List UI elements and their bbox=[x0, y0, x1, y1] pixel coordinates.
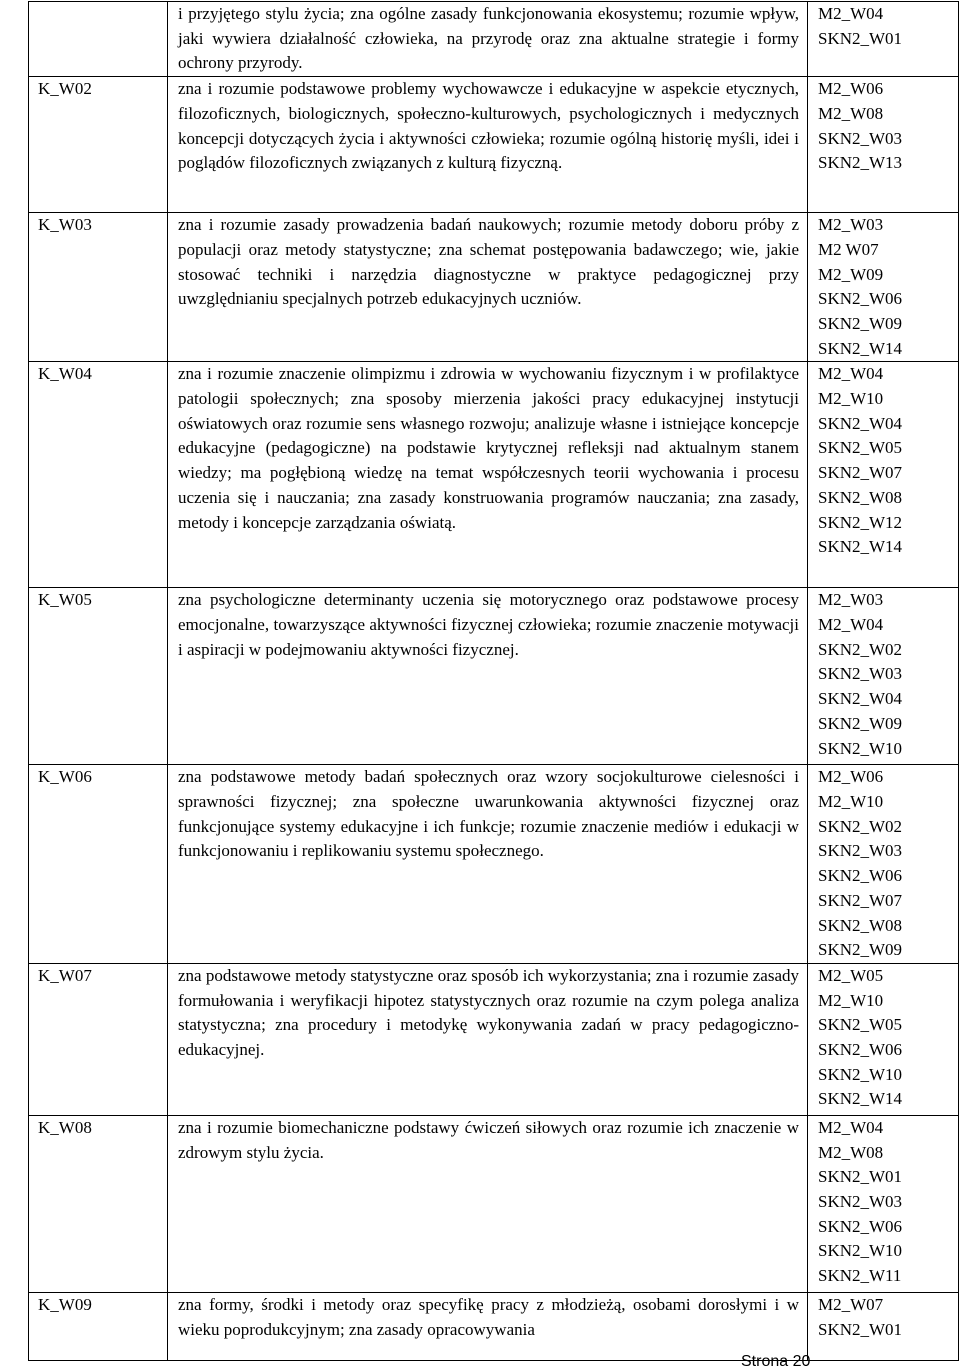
outcome-code: K_W02 bbox=[38, 79, 92, 99]
reference-code: M2_W04 bbox=[818, 364, 884, 384]
outcome-description: i przyjętego stylu życia; zna ogólne zasady funkcjonowania ekosystemu; rozumie wpływ, jaki wywiera działalność człowieka, na przyrodę oraz zna aktualne strategie i formy ochrony przyrody. bbox=[178, 4, 799, 73]
outcome-code: K_W05 bbox=[38, 590, 92, 610]
outcome-code: K_W09 bbox=[38, 1294, 92, 1314]
outcome-references-cell bbox=[808, 588, 959, 765]
outcome-description: zna i rozumie biomechaniczne podstawy ćwiczeń siłowych oraz rozumie ich znaczenie w zdrowym stylu życia. bbox=[178, 1117, 799, 1162]
table-row bbox=[29, 77, 959, 213]
reference-code: SKN2_W11 bbox=[818, 1266, 902, 1286]
outcome-code: K_W07 bbox=[38, 965, 92, 985]
outcome-code-cell bbox=[29, 765, 168, 964]
outcome-code-cell bbox=[29, 963, 168, 1115]
reference-code: SKN2_W14 bbox=[818, 338, 903, 358]
outcome-description: zna psychologiczne determinanty uczenia się motorycznego oraz podstawowe procesy emocjonalne, towarzyszące aktywności fizycznej człowieka; rozumie znaczenie motywacji i aspiracji w podejmowaniu aktywności fizycznej. bbox=[178, 590, 799, 659]
reference-code: SKN2_W01 bbox=[818, 1167, 903, 1187]
reference-code: SKN2_W01 bbox=[818, 1319, 903, 1339]
reference-code: SKN2_W01 bbox=[818, 28, 903, 48]
reference-code: SKN2_W08 bbox=[818, 915, 903, 935]
outcome-description-cell bbox=[168, 588, 808, 765]
reference-code: M2_W09 bbox=[818, 264, 884, 284]
reference-code: M2_W06 bbox=[818, 767, 884, 787]
reference-code: M2_W08 bbox=[818, 1142, 884, 1162]
reference-code: M2_W10 bbox=[818, 389, 884, 409]
reference-list bbox=[808, 1116, 958, 1289]
table-row bbox=[29, 1292, 959, 1360]
reference-code: SKN2_W02 bbox=[818, 639, 903, 659]
reference-list bbox=[808, 362, 958, 560]
outcome-code: K_W03 bbox=[38, 215, 92, 235]
reference-code: M2_W04 bbox=[818, 4, 884, 23]
reference-code: SKN2_W14 bbox=[818, 1089, 903, 1109]
reference-code: SKN2_W03 bbox=[818, 1192, 903, 1212]
reference-list bbox=[808, 964, 958, 1112]
table-row bbox=[29, 588, 959, 765]
outcome-code-cell bbox=[29, 362, 168, 588]
reference-code: M2_W07 bbox=[818, 1294, 884, 1314]
reference-code: M2_W10 bbox=[818, 792, 884, 812]
outcome-description: zna i rozumie znaczenie olimpizmu i zdrowia w wychowaniu fizycznym i w profilaktyce patologii społecznych; zna sposoby mierzenia jakości pracy edukacyjnej instytucji oświatowych oraz rozumie sens własnego rozwoju; analizuje własne i istniejące koncepcje edukacyjne (pedagogiczne) na podstawie krytycznej refleksji nad aktualnym stanem wiedzy; ma pogłębioną wiedzę na temat współczesnych teorii wychowania i procesu uczenia się i nauczania; zna zasady konstruowania programów nauczania; zna zasady, metody i koncepcje zarządzania oświatą. bbox=[178, 364, 799, 532]
reference-code: SKN2_W07 bbox=[818, 463, 903, 483]
reference-code: M2_W10 bbox=[818, 990, 884, 1010]
outcome-description-cell bbox=[168, 765, 808, 964]
outcome-references-cell bbox=[808, 77, 959, 213]
outcome-description: zna formy, środki i metody oraz specyfikę pracy z młodzieżą, osobami dorosłymi i w wieku poprodukcyjnym; zna zasady opracowywania bbox=[178, 1294, 799, 1339]
outcome-code-cell bbox=[29, 1292, 168, 1360]
reference-code: SKN2_W02 bbox=[818, 816, 903, 836]
reference-code: M2_W06 bbox=[818, 79, 884, 99]
reference-code: SKN2_W08 bbox=[818, 487, 903, 507]
outcome-references-cell bbox=[808, 362, 959, 588]
table-row bbox=[29, 362, 959, 588]
reference-code: M2_W04 bbox=[818, 615, 884, 635]
reference-code: SKN2_W09 bbox=[818, 713, 903, 733]
page-number: Strona 20 bbox=[741, 1353, 811, 1370]
outcome-description-cell bbox=[168, 963, 808, 1115]
reference-code: SKN2_W10 bbox=[818, 1064, 903, 1084]
reference-list bbox=[808, 2, 958, 51]
table-row bbox=[29, 765, 959, 964]
outcome-code-cell bbox=[29, 77, 168, 213]
reference-code: SKN2_W03 bbox=[818, 841, 903, 861]
reference-code: SKN2_W03 bbox=[818, 664, 903, 684]
table-row bbox=[29, 1115, 959, 1292]
outcome-description: zna i rozumie podstawowe problemy wychowawcze i edukacyjne w aspekcie etycznych, filozoficznych, biologicznych, społeczno-kulturowych, psychologicznych i medycznych koncepcji dotyczących życia i aktywności człowieka; rozumie ogólną historię myśli, idei i poglądów filozoficznych związanych z kulturą fizyczną. bbox=[178, 79, 799, 173]
outcome-code-cell bbox=[29, 213, 168, 362]
reference-code: SKN2_W06 bbox=[818, 866, 903, 886]
reference-code: SKN2_W07 bbox=[818, 890, 903, 910]
outcome-code: K_W04 bbox=[38, 364, 92, 384]
reference-code: SKN2_W10 bbox=[818, 738, 903, 758]
reference-list bbox=[808, 765, 958, 963]
reference-code: M2_W05 bbox=[818, 965, 884, 985]
outcome-references-cell bbox=[808, 1292, 959, 1360]
outcome-description: zna i rozumie zasady prowadzenia badań naukowych; rozumie metody doboru próby z populacji oraz metody statystyczne; zna schemat postępowania badawczego; wie, jakie stosować techniki i narzędzia diagnostyczne w praktyce pedagogicznej przy uwzględnianiu specjalnych potrzeb edukacyjnych uczniów. bbox=[178, 215, 799, 309]
reference-code: SKN2_W10 bbox=[818, 1241, 903, 1261]
outcome-code-cell bbox=[29, 1115, 168, 1292]
outcome-description-cell bbox=[168, 2, 808, 77]
reference-list bbox=[808, 1293, 958, 1342]
reference-code: SKN2_W09 bbox=[818, 940, 903, 960]
outcome-description: zna podstawowe metody statystyczne oraz sposób ich wykorzystania; zna i rozumie zasady formułowania i weryfikacji hipotez statystycznych oraz rozumie na czym polega analiza statystyczna; zna procedury i metodykę wykonywania zadań w pracy pedagogiczno-edukacyjnej. bbox=[178, 965, 799, 1060]
reference-list bbox=[808, 77, 958, 176]
reference-code: SKN2_W03 bbox=[818, 128, 903, 148]
reference-code: M2_W03 bbox=[818, 590, 884, 610]
outcome-description-cell bbox=[168, 213, 808, 362]
outcome-code: K_W06 bbox=[38, 767, 92, 787]
reference-list bbox=[808, 588, 958, 761]
table-row bbox=[29, 213, 959, 362]
learning-outcomes-table bbox=[28, 1, 959, 1361]
outcome-code-cell bbox=[29, 588, 168, 765]
reference-code: SKN2_W04 bbox=[818, 689, 903, 709]
reference-code: SKN2_W14 bbox=[818, 537, 903, 557]
outcome-references-cell bbox=[808, 765, 959, 964]
reference-code: SKN2_W06 bbox=[818, 1216, 903, 1236]
outcome-description-cell bbox=[168, 1115, 808, 1292]
outcome-description-cell bbox=[168, 362, 808, 588]
reference-code: SKN2_W12 bbox=[818, 512, 903, 532]
reference-code: M2_W03 bbox=[818, 215, 884, 235]
outcome-references-cell bbox=[808, 963, 959, 1115]
reference-code: SKN2_W09 bbox=[818, 313, 903, 333]
reference-code: SKN2_W05 bbox=[818, 438, 903, 458]
reference-code: M2 W07 bbox=[818, 239, 879, 259]
reference-code: SKN2_W06 bbox=[818, 289, 903, 309]
outcome-description-cell bbox=[168, 77, 808, 213]
table-row bbox=[29, 963, 959, 1115]
outcome-description: zna podstawowe metody badań społecznych oraz wzory socjokulturowe cielesności i sprawności fizycznej; zna społeczne uwarunkowania aktywności fizycznej oraz funkcjonujące systemy edukacyjne i ich funkcje; rozumie znaczenie mediów i edukacji w funkcjonowaniu i replikowaniu systemu społecznego. bbox=[178, 767, 799, 861]
outcome-description-cell bbox=[168, 1292, 808, 1360]
reference-list bbox=[808, 213, 958, 361]
outcome-references-cell bbox=[808, 1115, 959, 1292]
reference-code: SKN2_W05 bbox=[818, 1015, 903, 1035]
reference-code: SKN2_W06 bbox=[818, 1040, 903, 1060]
outcome-code: K_W08 bbox=[38, 1117, 92, 1137]
reference-code: M2_W08 bbox=[818, 103, 884, 123]
outcome-code-cell bbox=[29, 2, 168, 77]
outcome-references-cell bbox=[808, 213, 959, 362]
outcome-references-cell bbox=[808, 2, 959, 77]
reference-code: SKN2_W13 bbox=[818, 153, 903, 173]
reference-code: M2_W04 bbox=[818, 1117, 884, 1137]
table-row bbox=[29, 2, 959, 77]
reference-code: SKN2_W04 bbox=[818, 413, 903, 433]
